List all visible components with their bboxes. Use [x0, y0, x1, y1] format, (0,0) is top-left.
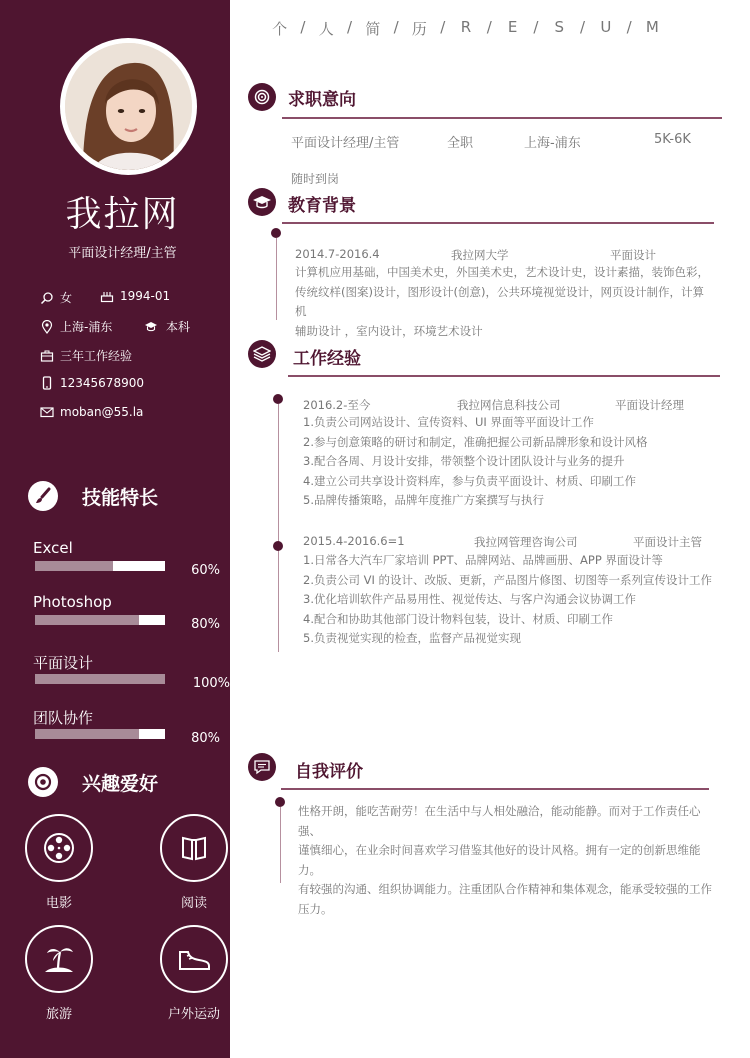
job-title: 平面设计经理	[615, 398, 684, 412]
skill-percent: 80%	[191, 731, 220, 746]
skill-item	[33, 593, 228, 632]
hobby-label: 旅游	[45, 1007, 72, 1022]
hobby-label: 阅读	[180, 896, 207, 911]
section-divider	[282, 117, 722, 119]
education-row	[295, 247, 656, 263]
skill-bar	[35, 674, 165, 684]
education-period: 2014.7-2016.4	[295, 247, 380, 261]
intent-row	[291, 132, 691, 151]
text-line: 4.配合和协助其他部门设计物料包装，设计、材质、印刷工作	[303, 611, 613, 626]
skill-bar	[35, 729, 165, 739]
palm-tree-icon	[25, 925, 93, 993]
hobby-label: 电影	[45, 896, 72, 911]
title-char: /	[533, 18, 539, 36]
skill-name: Photoshop	[33, 593, 112, 611]
target-icon	[28, 767, 58, 797]
text-line: 传统纹样(图案)设计，图形设计(创意)，公共环境视觉设计，网页设计制作，计算机	[295, 284, 704, 319]
education-info	[142, 318, 190, 335]
target-icon	[248, 83, 276, 111]
skill-item	[33, 707, 228, 746]
timeline-line	[276, 238, 277, 320]
education-school: 我拉网大学	[451, 248, 509, 262]
text-line: 2.参与创意策略的研讨和制定，准确把握公司新品牌形象和设计风格	[303, 434, 648, 449]
job-row	[303, 534, 702, 550]
job-row	[303, 397, 684, 413]
envelope-icon	[40, 405, 54, 419]
timeline-dot	[273, 541, 283, 551]
title-char: /	[347, 18, 353, 36]
briefcase-icon	[40, 349, 54, 363]
hobbies-heading	[28, 767, 158, 797]
education-value: 本科	[166, 320, 191, 334]
text-line: 性格开朗，能吃苦耐劳！在生活中与人相处融洽，能动能静。而对于工作责任心强、	[298, 804, 701, 838]
title-char: /	[393, 18, 399, 36]
title-char: /	[626, 18, 632, 36]
shoe-icon	[160, 925, 228, 993]
text-line: 有较强的沟通、组织协调能力。注重团队合作精神和集体观念，能承受较强的工作	[298, 882, 712, 897]
education-major: 平面设计	[610, 248, 656, 262]
text-line: 3.配合各周、月设计安排，带领整个设计团队设计与业务的提升	[303, 454, 625, 469]
birth-info	[100, 289, 170, 303]
graduation-cap-icon	[248, 188, 276, 216]
work-heading: 工作经验	[293, 349, 361, 369]
intent-type: 全职	[447, 136, 474, 151]
timeline-dot	[273, 394, 283, 404]
film-reel-icon	[25, 814, 93, 882]
text-line: 3.优化培训软件产品易用性、视觉传达、与客户沟通会议协调工作	[303, 592, 636, 607]
skill-bar	[35, 561, 165, 571]
resume-title	[268, 18, 664, 39]
section-divider	[282, 222, 714, 224]
skill-item	[33, 652, 230, 691]
text-line: 2.负责公司 VI 的设计、改版、更新，产品图片修图、切图等一系列宣传设计工作	[303, 572, 713, 587]
location-info	[40, 318, 112, 335]
phone-value: 12345678900	[60, 376, 144, 390]
skill-fill	[35, 561, 113, 571]
education-courses	[295, 263, 715, 341]
job-period: 2016.2-至今	[303, 398, 371, 412]
search-person-icon	[40, 291, 54, 305]
avatar-photo	[65, 43, 192, 170]
skills-heading-text: 技能特长	[82, 486, 159, 509]
skill-name: 团队协作	[33, 709, 94, 727]
title-char: 个	[272, 20, 288, 38]
section-divider	[281, 788, 709, 790]
text-line: 4.建立公司共享设计资料库，参与负责平面设计、材质、印刷工作	[303, 473, 636, 488]
text-line: 5.负责视觉实现的检查，监督产品视觉实现	[303, 631, 521, 646]
birth-value: 1994-01	[120, 289, 171, 303]
intent-availability: 随时到岗	[291, 172, 340, 186]
skill-fill	[35, 674, 165, 684]
candidate-name: 我拉网	[65, 194, 180, 235]
title-char: /	[300, 18, 306, 36]
hobbies-heading-text: 兴趣爱好	[82, 772, 159, 795]
skill-name: Excel	[33, 539, 73, 557]
title-char: /	[486, 18, 492, 36]
self-eval-text	[298, 802, 718, 920]
location-value: 上海-浦东	[60, 320, 113, 334]
phone-icon	[40, 376, 54, 390]
self-eval-heading: 自我评价	[295, 762, 363, 782]
phone-info	[40, 376, 144, 390]
timeline-line	[278, 404, 279, 652]
text-line: 辅助设计 ，室内设计，环境艺术设计	[295, 323, 483, 338]
paintbrush-icon	[28, 481, 58, 511]
graduation-cap-icon	[142, 320, 160, 334]
gender-value: 女	[60, 291, 73, 305]
layers-icon	[248, 340, 276, 368]
section-divider	[288, 375, 720, 377]
text-line: 1.负责公司网站设计、宣传资料、UI 界面等平面设计工作	[303, 415, 594, 429]
candidate-role: 平面设计经理/主管	[68, 246, 177, 261]
title-char: /	[579, 18, 586, 36]
job-company: 我拉网管理咨询公司	[474, 535, 578, 549]
sidebar	[0, 0, 230, 1058]
timeline-dot	[271, 228, 281, 238]
job-duties	[303, 551, 733, 649]
experience-info	[40, 347, 132, 364]
hobby-label: 户外运动	[167, 1007, 220, 1022]
intent-salary: 5K-6K	[654, 132, 691, 147]
skill-percent: 100%	[192, 676, 230, 691]
hobby-reading	[160, 814, 228, 911]
text-line: 计算机应用基础，中国美术史，外国美术史，艺术设计史，设计素描，装饰色彩，	[295, 265, 709, 279]
hobby-outdoor	[160, 925, 228, 1022]
skill-percent: 60%	[191, 563, 220, 578]
hobby-film	[25, 814, 93, 911]
intent-city: 上海-浦东	[524, 136, 581, 151]
cake-icon	[100, 289, 114, 303]
job-title: 平面设计主管	[633, 535, 702, 549]
gender-info	[40, 289, 72, 306]
title-char: /	[440, 18, 446, 36]
experience-value: 三年工作经验	[60, 349, 133, 363]
timeline-dot	[275, 797, 285, 807]
job-company: 我拉网信息科技公司	[457, 398, 561, 412]
skill-item	[33, 539, 228, 578]
skill-fill	[35, 615, 139, 625]
intent-position: 平面设计经理/主管	[291, 136, 400, 151]
location-pin-icon	[40, 320, 54, 334]
title-char: 人	[318, 20, 334, 38]
text-line: 谨慎细心，在业余时间喜欢学习借鉴其他好的设计风格。拥有一定的创新思维能力。	[298, 843, 701, 877]
text-line: 压力。	[298, 901, 333, 916]
skill-percent: 80%	[191, 617, 220, 632]
skill-fill	[35, 729, 139, 739]
job-period: 2015.4-2016.6=1	[303, 534, 405, 548]
book-icon	[160, 814, 228, 882]
skill-name: 平面设计	[33, 654, 94, 672]
timeline-line	[280, 807, 281, 883]
avatar	[60, 38, 197, 175]
skills-heading	[28, 481, 158, 511]
title-char: R	[460, 18, 472, 36]
chat-bubble-icon	[248, 753, 276, 781]
title-char: E	[507, 18, 518, 36]
job-duties	[303, 413, 723, 511]
text-line: 5.品牌传播策略，品牌年度推广方案撰写与执行	[303, 493, 544, 508]
intent-heading: 求职意向	[288, 90, 356, 110]
title-char: S	[554, 18, 564, 36]
education-heading: 教育背景	[288, 196, 356, 216]
text-line: 1.日常各大汽车厂家培训 PPT、品牌网站、品牌画册、APP 界面设计等	[303, 553, 663, 567]
hobby-travel	[25, 925, 93, 1022]
skill-bar	[35, 615, 165, 625]
title-char: U	[600, 18, 612, 36]
email-value: moban@55.la	[60, 405, 144, 419]
title-char: 历	[411, 20, 427, 38]
title-char: 简	[365, 20, 381, 38]
title-char: M	[645, 18, 659, 36]
email-info	[40, 405, 143, 419]
